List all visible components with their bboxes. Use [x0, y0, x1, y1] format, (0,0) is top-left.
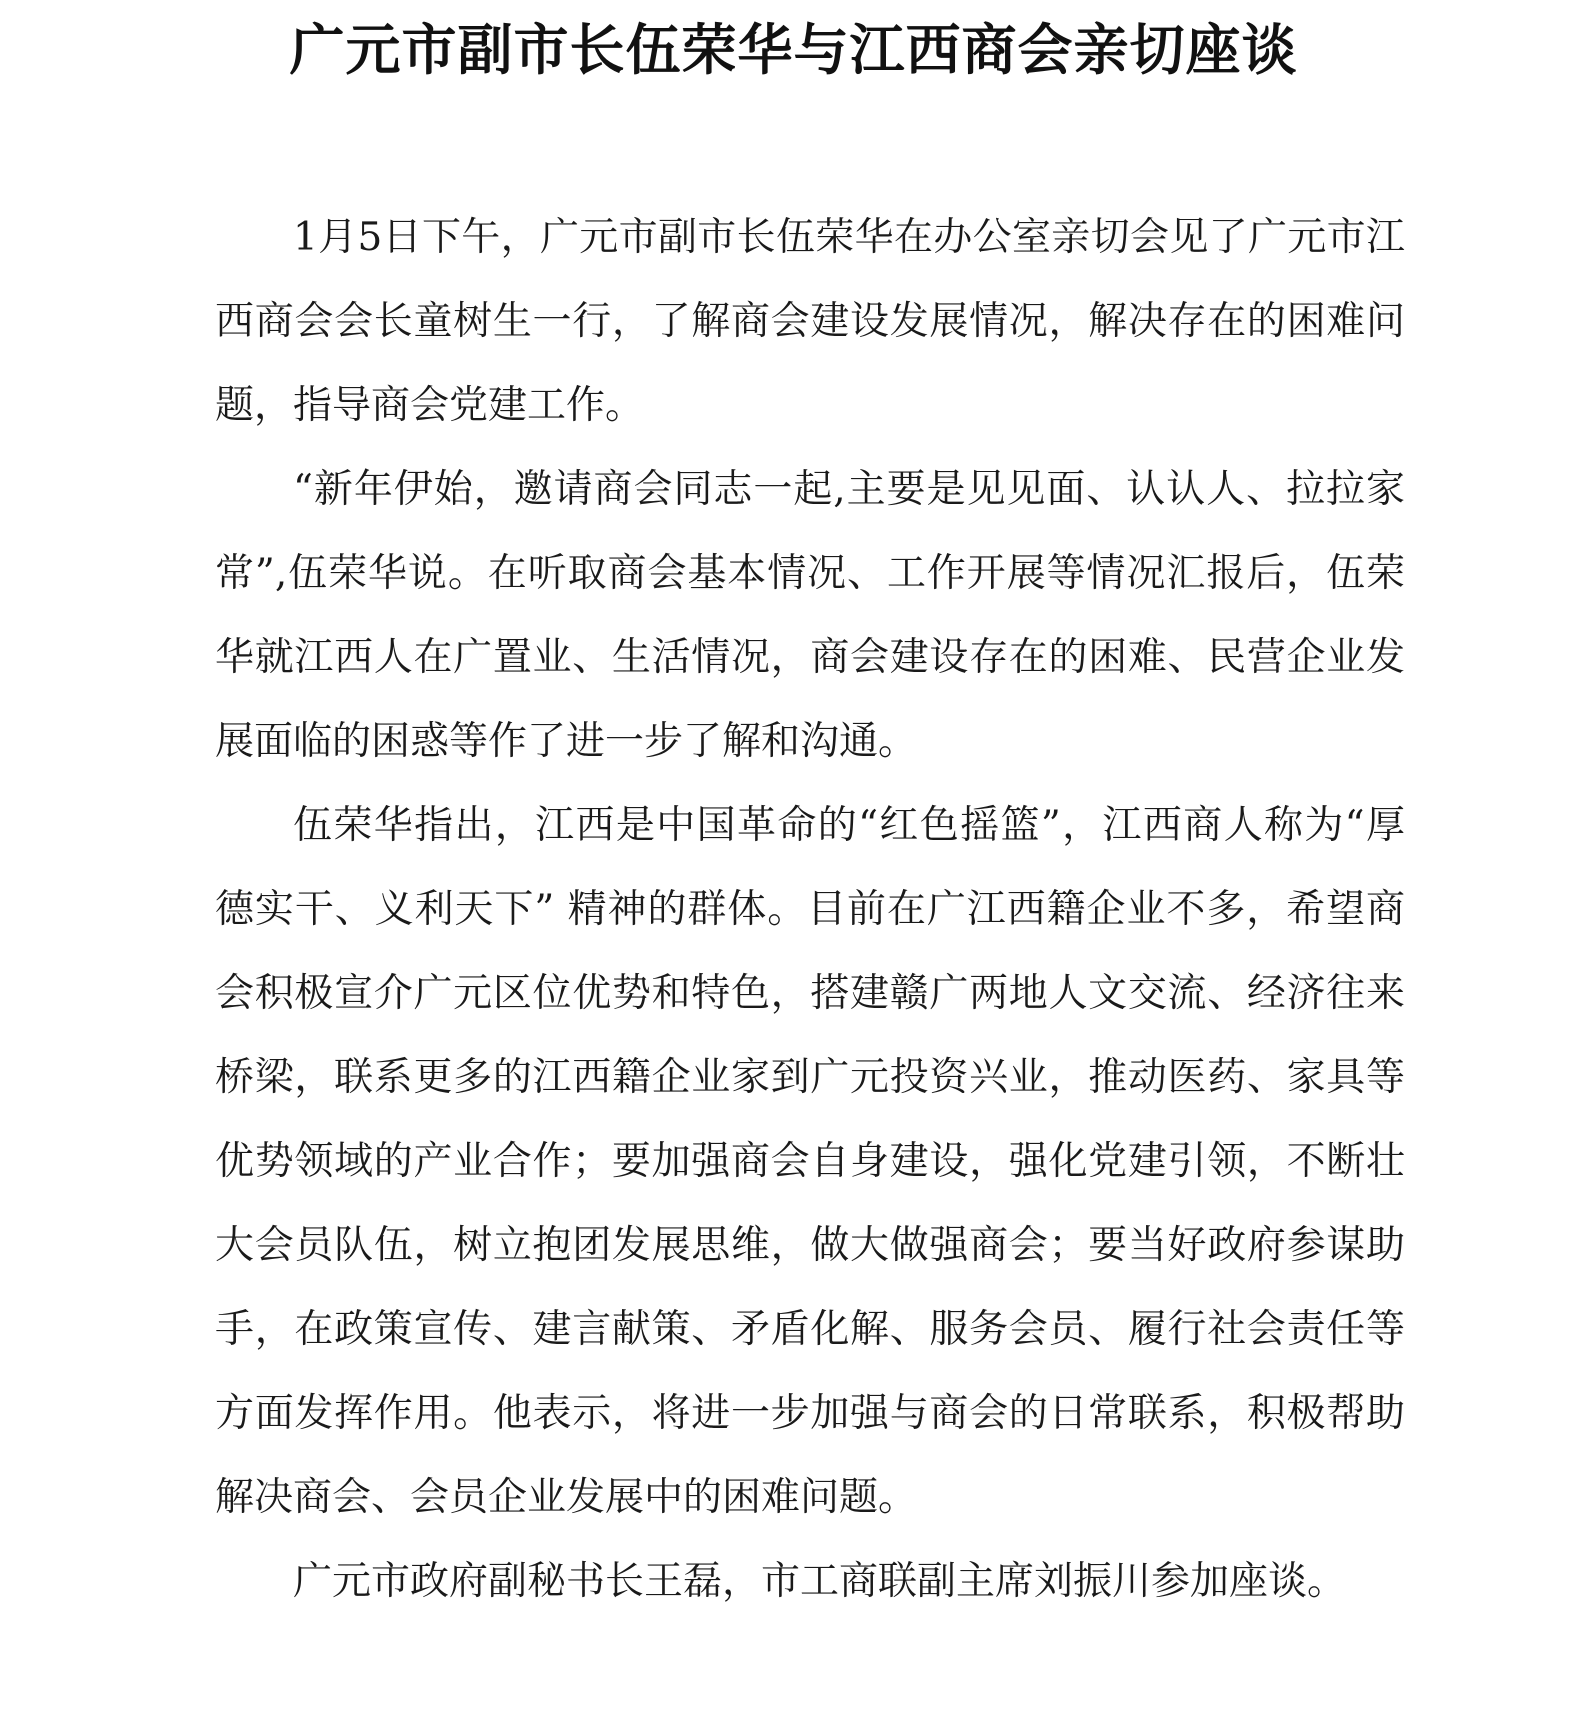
- paragraph-4: 广元市政府副秘书长王磊，市工商联副主席刘振川参加座谈。: [293, 1559, 1347, 1604]
- article-body: [215, 196, 1405, 1624]
- article-title: 广元市副市长伍荣华与江西商会亲切座谈: [289, 17, 1298, 82]
- paragraph-3: 伍荣华指出，江西是中国革命的“红色摇篮”，江西商人称为“厚德实干、义利天下” 精神的群体。目前在广江西籍企业不多，希望商会积极宣介广元区位优势和特色，搭建赣广两地人文交流、经济往来桥梁，联系更多的江西籍企业家到广元投资兴业，推动医药、家具等优势领域的产业合作；要加强商会自身建设，强化党建引领，不断壮大会员队伍，树立抱团发展思维，做大做强商会；要当好政府参谋助手，在政策宣传、建言献策、矛盾化解、服务会员、履行社会责任等方面发挥作用。他表示，将进一步加强与商会的日常联系，积极帮助解决商会、会员企业发展中的困难问题。: [215, 803, 1405, 1520]
- paragraph-1: 1月5日下午，广元市副市长伍荣华在办公室亲切会见了广元市江西商会会长童树生一行，了解商会建设发展情况，解决存在的困难问题，指导商会党建工作。: [215, 215, 1405, 428]
- paragraph-2: “新年伊始，邀请商会同志一起,主要是见见面、认认人、拉拉家常”,伍荣华说。在听取商会基本情况、工作开展等情况汇报后，伍荣华就江西人在广置业、生活情况，商会建设存在的困难、民营企业发展面临的困惑等作了进一步了解和沟通。: [215, 467, 1405, 764]
